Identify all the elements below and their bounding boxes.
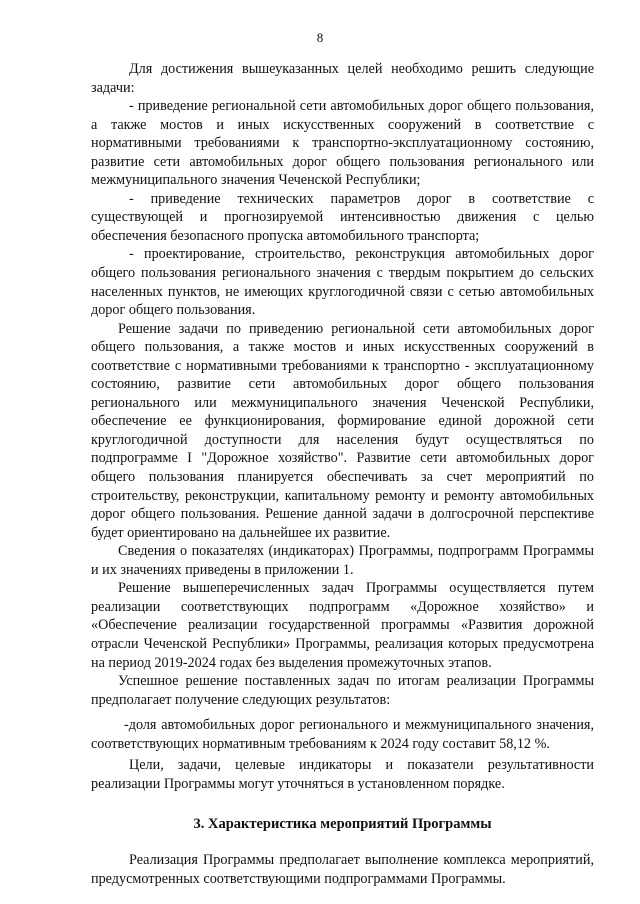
task-item-3: - проектирование, строительство, реконструкция автомобильных дорог общего пользования регионального значения с твердым покрытием до сельских населенных пунктов, не имеющих круглогодичной связи с сетью автомобильных дорог общего пользования. — [91, 246, 594, 319]
page-number: 8 — [316, 30, 324, 45]
paragraph-subprograms: Решение вышеперечисленных задач Программы осуществляется путем реализации соответствующих подпрограмм «Дорожное хозяйство» и «Обеспечение реализации государственной программы «Развития дорожной отрасли Чеченской Республики» Программы, реализация которых предусмотрена на период 2019-2024 годах без выделения промежуточных этапов. — [91, 580, 594, 671]
paragraph-indicators: Сведения о показателях (индикаторах) Программы, подпрограмм Программы и их значениях приведены в приложении 1. — [91, 543, 594, 578]
paragraph-section-intro: Реализация Программы предполагает выполнение комплекса мероприятий, предусмотренных соответствующими подпрограммами Программы. — [91, 852, 594, 887]
paragraph-task-solution: Решение задачи по приведению региональной сети автомобильных дорог общего пользования, а также мостов и иных искусственных сооружений в соответствие с нормативными требованиями к транспортно - эксплуатационному состоянию, развитие сети автомобильных дорог общего пользования регионального или межмуниципального значения Чеченской Республики, обеспечение ее функционирования, формирование единой дорожной сети круглогодичной доступности для населения будут осуществляться по подпрограмме I "Дорожное хозяйство". Развитие сети автомобильных дорог общего пользования планируется обеспечивать за счет мероприятий по строительству, реконструкции, капитальному ремонту и ремонту автомобильных дорог общего пользования. Решение данной задачи в долгосрочной перспективе будет ориентировано на дальнейшее их развитие. — [91, 320, 594, 541]
result-item: -доля автомобильных дорог регионального и межмуниципального значения, соответствующих нормативным требованиям к 2024 году составит 58,12 %. — [91, 717, 594, 752]
paragraph-goals-intro: Для достижения вышеуказанных целей необходимо решить следующие задачи: — [91, 61, 594, 96]
section-heading: 3. Характеристика мероприятий Программы — [193, 816, 492, 833]
task-item-2: - приведение технических параметров дорог в соответствие с существующей и прогнозируемой интенсивностью движения с целью обеспечения безопасного пропуска автомобильного транспорта; — [91, 190, 594, 244]
task-item-1: - приведение региональной сети автомобильных дорог общего пользования, а также мостов и иных искусственных сооружений в соответствие с нормативными требованиями к транспортно-эксплуатационному состоянию, развитие сети автомобильных дорог общего пользования регионального или межмуниципального значения Чеченской Республики; — [91, 98, 594, 189]
paragraph-adjustments: Цели, задачи, целевые индикаторы и показатели результативности реализации Программы могут уточняться в установленном порядке. — [91, 757, 594, 792]
page-body — [91, 60, 594, 888]
paragraph-expected-results: Успешное решение поставленных задач по итогам реализации Программы предполагает получение следующих результатов: — [91, 673, 594, 708]
